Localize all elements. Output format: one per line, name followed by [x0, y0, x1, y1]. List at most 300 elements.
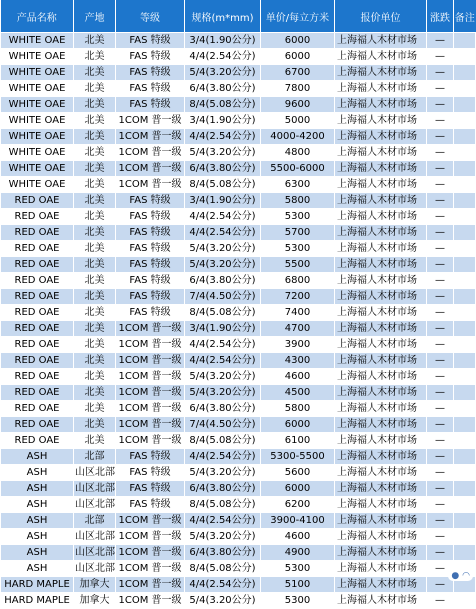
change-cell: —: [427, 145, 454, 161]
table-row[interactable]: [1, 161, 476, 177]
change-cell: —: [427, 65, 454, 81]
grade-cell: FAS 特级: [116, 65, 185, 81]
origin-cell: 山区北部: [74, 545, 116, 561]
product-cell: RED OAE: [1, 369, 74, 385]
remark-cell: [454, 289, 476, 305]
remark-cell: [454, 129, 476, 145]
origin-cell: 北美: [74, 273, 116, 289]
table-row[interactable]: [1, 497, 476, 513]
origin-cell: 加拿大: [74, 577, 116, 593]
product-cell: WHITE OAE: [1, 65, 74, 81]
origin-cell: 北美: [74, 353, 116, 369]
remark-cell: [454, 65, 476, 81]
change-cell: —: [427, 129, 454, 145]
origin-cell: 山区北部: [74, 529, 116, 545]
spec-cell: 5/4(3.20公分): [185, 385, 261, 401]
remark-cell: [454, 385, 476, 401]
origin-cell: 北美: [74, 113, 116, 129]
remark-cell: [454, 433, 476, 449]
spec-cell: 3/4(1.90公分): [185, 321, 261, 337]
product-cell: RED OAE: [1, 225, 74, 241]
spec-cell: 4/4(2.54公分): [185, 209, 261, 225]
change-cell: —: [427, 449, 454, 465]
vendor-cell: 上海福人木材市场: [335, 513, 427, 529]
grade-cell: 1COM 普一级: [116, 321, 185, 337]
origin-cell: 北美: [74, 257, 116, 273]
table-body: [1, 33, 476, 609]
spec-cell: 8/4(5.08公分): [185, 177, 261, 193]
grade-cell: 1COM 普一级: [116, 593, 185, 609]
origin-cell: 北美: [74, 129, 116, 145]
column-header-product[interactable]: 产品名称: [1, 0, 74, 33]
origin-cell: 北美: [74, 433, 116, 449]
product-cell: RED OAE: [1, 433, 74, 449]
product-cell: HARD MAPLE: [1, 593, 74, 609]
grade-cell: 1COM 普一级: [116, 545, 185, 561]
change-cell: —: [427, 241, 454, 257]
table-row[interactable]: [1, 129, 476, 145]
vendor-cell: 上海福人木材市场: [335, 257, 427, 273]
product-cell: ASH: [1, 481, 74, 497]
vendor-cell: 上海福人木材市场: [335, 49, 427, 65]
vendor-cell: 上海福人木材市场: [335, 321, 427, 337]
product-cell: RED OAE: [1, 401, 74, 417]
product-cell: WHITE OAE: [1, 145, 74, 161]
product-cell: WHITE OAE: [1, 161, 74, 177]
origin-cell: 北美: [74, 385, 116, 401]
table-row[interactable]: [1, 417, 476, 433]
column-header-grade[interactable]: 等级: [116, 0, 185, 33]
change-cell: —: [427, 193, 454, 209]
product-cell: RED OAE: [1, 417, 74, 433]
table-row[interactable]: [1, 305, 476, 321]
origin-cell: 北美: [74, 337, 116, 353]
price-cell: 5700: [261, 225, 335, 241]
change-cell: —: [427, 321, 454, 337]
grade-cell: 1COM 普一级: [116, 337, 185, 353]
product-cell: RED OAE: [1, 257, 74, 273]
remark-cell: [454, 113, 476, 129]
price-cell: 5300: [261, 561, 335, 577]
product-cell: ASH: [1, 449, 74, 465]
spec-cell: 4/4(2.54公分): [185, 513, 261, 529]
grade-cell: FAS 特级: [116, 241, 185, 257]
column-header-vendor[interactable]: 报价单位: [335, 0, 427, 33]
table-row[interactable]: [1, 401, 476, 417]
price-cell: 7800: [261, 81, 335, 97]
grade-cell: FAS 特级: [116, 81, 185, 97]
product-cell: ASH: [1, 529, 74, 545]
remark-cell: [454, 305, 476, 321]
product-cell: ASH: [1, 497, 74, 513]
change-cell: —: [427, 385, 454, 401]
remark-cell: [454, 401, 476, 417]
remark-cell: [454, 49, 476, 65]
spec-cell: 4/4(2.54公分): [185, 337, 261, 353]
product-cell: WHITE OAE: [1, 33, 74, 49]
spec-cell: 5/4(3.20公分): [185, 593, 261, 609]
origin-cell: 北美: [74, 369, 116, 385]
origin-cell: 北美: [74, 321, 116, 337]
table-row[interactable]: [1, 385, 476, 401]
price-cell: 7200: [261, 289, 335, 305]
table-row[interactable]: [1, 65, 476, 81]
table-row[interactable]: [1, 113, 476, 129]
column-header-origin[interactable]: 产地: [74, 0, 116, 33]
change-cell: —: [427, 289, 454, 305]
remark-cell: [454, 449, 476, 465]
table-row[interactable]: [1, 577, 476, 593]
price-cell: 3900-4100: [261, 513, 335, 529]
table-row[interactable]: [1, 193, 476, 209]
origin-cell: 北部: [74, 449, 116, 465]
table-row[interactable]: [1, 225, 476, 241]
table-row[interactable]: [1, 513, 476, 529]
remark-cell: [454, 97, 476, 113]
change-cell: —: [427, 273, 454, 289]
price-cell: 5300: [261, 593, 335, 609]
table-row[interactable]: [1, 561, 476, 577]
table-header: [1, 0, 476, 33]
price-cell: 4900: [261, 545, 335, 561]
origin-cell: 北美: [74, 145, 116, 161]
spec-cell: 6/4(3.80公分): [185, 401, 261, 417]
origin-cell: 北美: [74, 209, 116, 225]
remark-cell: [454, 81, 476, 97]
vendor-cell: 上海福人木材市场: [335, 241, 427, 257]
change-cell: —: [427, 305, 454, 321]
price-cell: 6000: [261, 417, 335, 433]
price-cell: 5100: [261, 577, 335, 593]
change-cell: —: [427, 81, 454, 97]
price-cell: 5800: [261, 193, 335, 209]
table-row[interactable]: [1, 321, 476, 337]
price-cell: 6300: [261, 177, 335, 193]
spec-cell: 5/4(3.20公分): [185, 241, 261, 257]
product-cell: WHITE OAE: [1, 97, 74, 113]
spec-cell: 4/4(2.54公分): [185, 129, 261, 145]
price-cell: 6000: [261, 481, 335, 497]
remark-cell: [454, 369, 476, 385]
price-cell: 4700: [261, 321, 335, 337]
origin-cell: 北美: [74, 33, 116, 49]
spec-cell: 8/4(5.08公分): [185, 561, 261, 577]
vendor-cell: 上海福人木材市场: [335, 337, 427, 353]
price-cell: 5500-6000: [261, 161, 335, 177]
price-cell: 5300: [261, 209, 335, 225]
vendor-cell: 上海福人木材市场: [335, 177, 427, 193]
change-cell: —: [427, 353, 454, 369]
grade-cell: 1COM 普一级: [116, 433, 185, 449]
product-cell: ASH: [1, 545, 74, 561]
origin-cell: 北美: [74, 417, 116, 433]
origin-cell: 山区北部: [74, 497, 116, 513]
grade-cell: FAS 特级: [116, 305, 185, 321]
spec-cell: 5/4(3.20公分): [185, 65, 261, 81]
grade-cell: FAS 特级: [116, 209, 185, 225]
vendor-cell: 上海福人木材市场: [335, 417, 427, 433]
table-row[interactable]: [1, 97, 476, 113]
grade-cell: 1COM 普一级: [116, 177, 185, 193]
table-row[interactable]: [1, 33, 476, 49]
grade-cell: 1COM 普一级: [116, 385, 185, 401]
table-row[interactable]: [1, 593, 476, 609]
table-row[interactable]: [1, 209, 476, 225]
price-cell: 5800: [261, 401, 335, 417]
vendor-cell: 上海福人木材市场: [335, 353, 427, 369]
price-cell: 6000: [261, 33, 335, 49]
remark-cell: [454, 545, 476, 561]
grade-cell: 1COM 普一级: [116, 353, 185, 369]
vendor-cell: 上海福人木材市场: [335, 401, 427, 417]
grade-cell: 1COM 普一级: [116, 145, 185, 161]
price-cell: 3900: [261, 337, 335, 353]
change-cell: —: [427, 401, 454, 417]
change-cell: —: [427, 545, 454, 561]
spec-cell: 6/4(3.80公分): [185, 273, 261, 289]
origin-cell: 北美: [74, 177, 116, 193]
price-cell: 4800: [261, 145, 335, 161]
price-cell: 5000: [261, 113, 335, 129]
table-row[interactable]: [1, 529, 476, 545]
price-cell: 4500: [261, 385, 335, 401]
remark-cell: [454, 273, 476, 289]
price-cell: 5600: [261, 465, 335, 481]
grade-cell: 1COM 普一级: [116, 577, 185, 593]
change-cell: —: [427, 481, 454, 497]
spec-cell: 5/4(3.20公分): [185, 145, 261, 161]
spec-cell: 4/4(2.54公分): [185, 353, 261, 369]
change-cell: —: [427, 593, 454, 609]
grade-cell: 1COM 普一级: [116, 113, 185, 129]
price-cell: 4600: [261, 369, 335, 385]
vendor-cell: 上海福人木材市场: [335, 193, 427, 209]
spec-cell: 6/4(3.80公分): [185, 161, 261, 177]
column-header-spec[interactable]: 规格(m*mm): [185, 0, 261, 33]
grade-cell: 1COM 普一级: [116, 561, 185, 577]
change-cell: —: [427, 161, 454, 177]
spec-cell: 4/4(2.54公分): [185, 49, 261, 65]
remark-cell: [454, 593, 476, 609]
product-cell: RED OAE: [1, 353, 74, 369]
spec-cell: 4/4(2.54公分): [185, 449, 261, 465]
table-row[interactable]: [1, 449, 476, 465]
price-cell: 9600: [261, 97, 335, 113]
vendor-cell: 上海福人木材市场: [335, 113, 427, 129]
spec-cell: 7/4(4.50公分): [185, 417, 261, 433]
grade-cell: FAS 特级: [116, 97, 185, 113]
table-row[interactable]: [1, 481, 476, 497]
remark-cell: [454, 209, 476, 225]
vendor-cell: 上海福人木材市场: [335, 81, 427, 97]
remark-cell: [454, 177, 476, 193]
grade-cell: FAS 特级: [116, 289, 185, 305]
vendor-cell: 上海福人木材市场: [335, 145, 427, 161]
table-row[interactable]: [1, 81, 476, 97]
change-cell: —: [427, 465, 454, 481]
origin-cell: 北美: [74, 305, 116, 321]
table-row[interactable]: [1, 49, 476, 65]
change-cell: —: [427, 433, 454, 449]
change-cell: —: [427, 225, 454, 241]
spec-cell: 5/4(3.20公分): [185, 465, 261, 481]
column-header-change[interactable]: 涨跌: [427, 0, 454, 33]
price-cell: 6200: [261, 497, 335, 513]
change-cell: —: [427, 49, 454, 65]
spec-cell: 3/4(1.90公分): [185, 113, 261, 129]
product-cell: ASH: [1, 513, 74, 529]
vendor-cell: 上海福人木材市场: [335, 369, 427, 385]
product-cell: RED OAE: [1, 193, 74, 209]
product-cell: RED OAE: [1, 289, 74, 305]
grade-cell: FAS 特级: [116, 273, 185, 289]
change-cell: —: [427, 177, 454, 193]
price-cell: 4000-4200: [261, 129, 335, 145]
remark-cell: [454, 145, 476, 161]
grade-cell: 1COM 普一级: [116, 369, 185, 385]
column-header-unit-price[interactable]: 单价/每立方米: [261, 0, 335, 33]
price-cell: 5300-5500: [261, 449, 335, 465]
table-row[interactable]: [1, 289, 476, 305]
spec-cell: 8/4(5.08公分): [185, 497, 261, 513]
vendor-cell: 上海福人木材市场: [335, 545, 427, 561]
vendor-cell: 上海福人木材市场: [335, 161, 427, 177]
spec-cell: 6/4(3.80公分): [185, 481, 261, 497]
vendor-cell: 上海福人木材市场: [335, 481, 427, 497]
vendor-cell: 上海福人木材市场: [335, 65, 427, 81]
origin-cell: 北美: [74, 193, 116, 209]
vendor-cell: 上海福人木材市场: [335, 97, 427, 113]
grade-cell: FAS 特级: [116, 33, 185, 49]
vendor-cell: 上海福人木材市场: [335, 225, 427, 241]
spec-cell: 4/4(2.54公分): [185, 577, 261, 593]
spec-cell: 6/4(3.80公分): [185, 545, 261, 561]
origin-cell: 北美: [74, 49, 116, 65]
product-cell: WHITE OAE: [1, 129, 74, 145]
spec-cell: 8/4(5.08公分): [185, 433, 261, 449]
change-cell: —: [427, 417, 454, 433]
column-header-remark[interactable]: 备注: [454, 0, 476, 33]
grade-cell: 1COM 普一级: [116, 417, 185, 433]
spec-cell: 3/4(1.90公分): [185, 193, 261, 209]
table-row[interactable]: [1, 353, 476, 369]
remark-cell: [454, 337, 476, 353]
vendor-cell: 上海福人木材市场: [335, 209, 427, 225]
vendor-cell: 上海福人木材市场: [335, 305, 427, 321]
product-cell: RED OAE: [1, 273, 74, 289]
table-row[interactable]: [1, 177, 476, 193]
origin-cell: 山区北部: [74, 481, 116, 497]
change-cell: —: [427, 529, 454, 545]
spec-cell: 8/4(5.08公分): [185, 97, 261, 113]
vendor-cell: 上海福人木材市场: [335, 529, 427, 545]
grade-cell: FAS 特级: [116, 257, 185, 273]
table-row[interactable]: [1, 465, 476, 481]
table-row[interactable]: [1, 369, 476, 385]
spec-cell: 5/4(3.20公分): [185, 369, 261, 385]
origin-cell: 北部: [74, 513, 116, 529]
change-cell: —: [427, 577, 454, 593]
grade-cell: 1COM 普一级: [116, 401, 185, 417]
spec-cell: 6/4(3.80公分): [185, 81, 261, 97]
product-cell: ASH: [1, 561, 74, 577]
remark-cell: [454, 257, 476, 273]
spec-cell: 8/4(5.08公分): [185, 305, 261, 321]
product-cell: ASH: [1, 465, 74, 481]
change-cell: —: [427, 561, 454, 577]
origin-cell: 北美: [74, 241, 116, 257]
grade-cell: 1COM 普一级: [116, 529, 185, 545]
price-cell: 5300: [261, 241, 335, 257]
product-cell: RED OAE: [1, 305, 74, 321]
grade-cell: FAS 特级: [116, 193, 185, 209]
change-cell: —: [427, 497, 454, 513]
table-row[interactable]: [1, 241, 476, 257]
header-row: [1, 0, 476, 33]
price-cell: 7400: [261, 305, 335, 321]
grade-cell: 1COM 普一级: [116, 513, 185, 529]
remark-cell: [454, 353, 476, 369]
origin-cell: 加拿大: [74, 593, 116, 609]
table-row[interactable]: [1, 273, 476, 289]
vendor-cell: 上海福人木材市场: [335, 465, 427, 481]
remark-cell: [454, 417, 476, 433]
vendor-cell: 上海福人木材市场: [335, 433, 427, 449]
product-cell: HARD MAPLE: [1, 577, 74, 593]
table-row[interactable]: [1, 545, 476, 561]
change-cell: —: [427, 337, 454, 353]
table-row[interactable]: [1, 145, 476, 161]
price-cell: 6100: [261, 433, 335, 449]
product-cell: WHITE OAE: [1, 49, 74, 65]
change-cell: —: [427, 369, 454, 385]
price-cell: 6000: [261, 49, 335, 65]
table-row[interactable]: [1, 337, 476, 353]
origin-cell: 北美: [74, 97, 116, 113]
change-cell: —: [427, 113, 454, 129]
product-cell: WHITE OAE: [1, 113, 74, 129]
vendor-cell: 上海福人木材市场: [335, 449, 427, 465]
remark-cell: [454, 529, 476, 545]
price-cell: 6700: [261, 65, 335, 81]
product-cell: WHITE OAE: [1, 177, 74, 193]
origin-cell: 北美: [74, 161, 116, 177]
spec-cell: 5/4(3.20公分): [185, 529, 261, 545]
grade-cell: FAS 特级: [116, 49, 185, 65]
product-cell: RED OAE: [1, 385, 74, 401]
vendor-cell: 上海福人木材市场: [335, 561, 427, 577]
product-cell: RED OAE: [1, 337, 74, 353]
remark-cell: [454, 321, 476, 337]
price-cell: 6800: [261, 273, 335, 289]
table-row[interactable]: [1, 257, 476, 273]
change-cell: —: [427, 513, 454, 529]
spec-cell: 5/4(3.20公分): [185, 257, 261, 273]
origin-cell: 北美: [74, 401, 116, 417]
remark-cell: [454, 497, 476, 513]
vendor-cell: 上海福人木材市场: [335, 289, 427, 305]
vendor-cell: 上海福人木材市场: [335, 33, 427, 49]
spec-cell: 4/4(2.54公分): [185, 225, 261, 241]
grade-cell: FAS 特级: [116, 465, 185, 481]
remark-cell: [454, 193, 476, 209]
site-logo: ● ◠: [448, 571, 473, 581]
price-cell: 4300: [261, 353, 335, 369]
remark-cell: [454, 481, 476, 497]
remark-cell: [454, 465, 476, 481]
remark-cell: [454, 161, 476, 177]
table-row[interactable]: [1, 433, 476, 449]
